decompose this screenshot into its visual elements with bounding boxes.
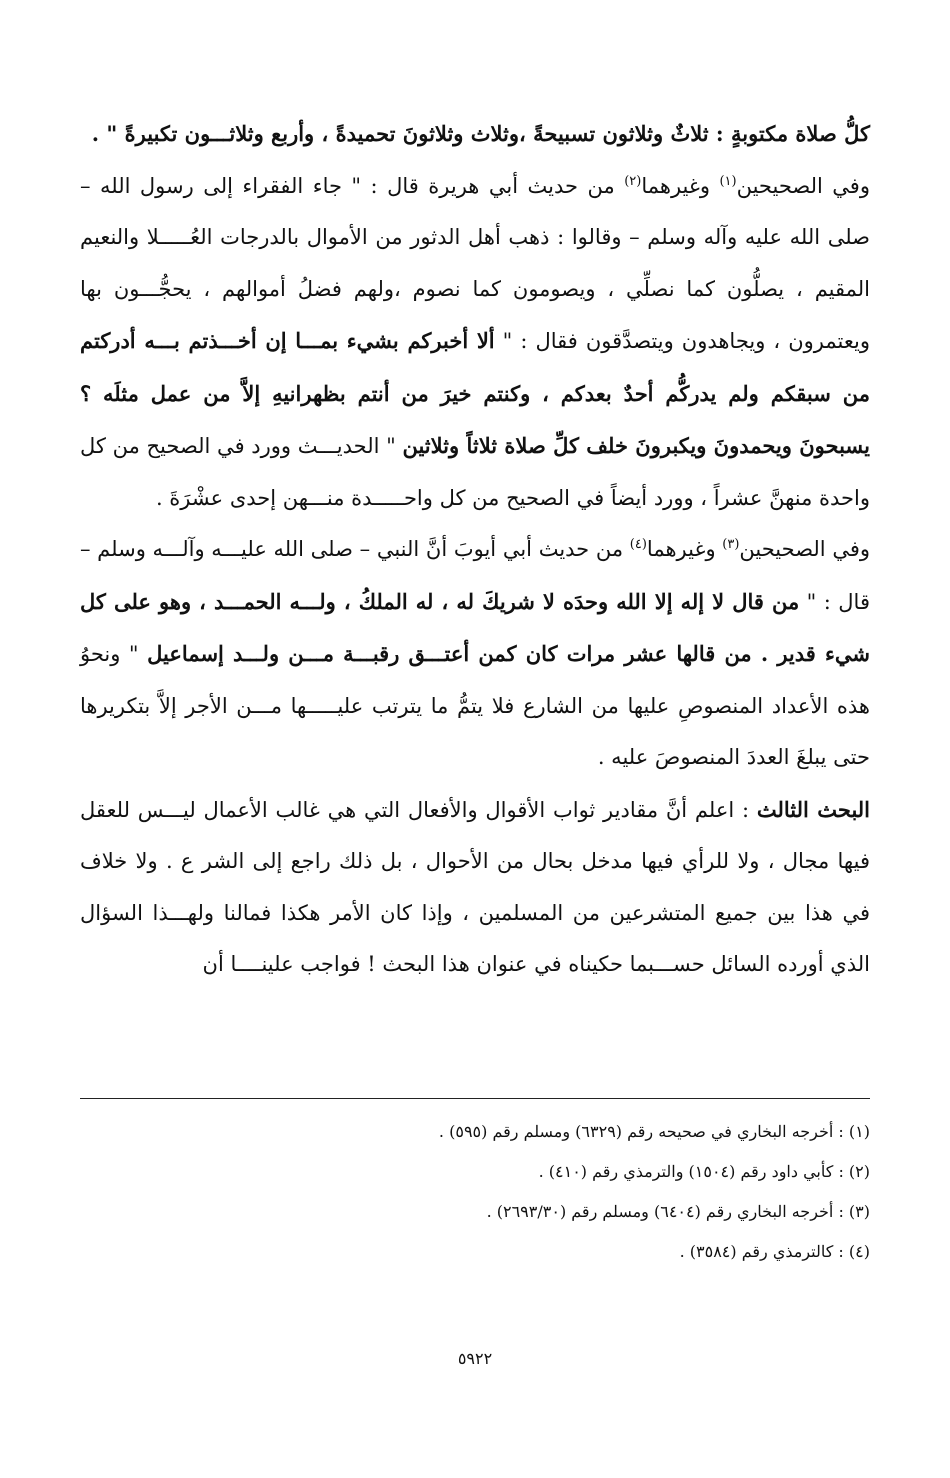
section-heading: البحث الثالث [756, 796, 871, 822]
paragraph-text: من حديث أبي أيوبَ أنَّ النبي – صلى الله عليـــه وآلـــه وسلم – قال : " [80, 537, 870, 614]
paragraph-text: وغيرهما [641, 173, 720, 198]
paragraph-text: وفي الصحيحين [739, 537, 871, 561]
footnote-ref-4[interactable]: (٤) [629, 537, 647, 552]
paragraph-3 [80, 524, 870, 784]
footnote-4: (٤) : كالترمذي رقم (٣٥٨٤) . [679, 1242, 870, 1261]
footnote-1: (١) : أخرجه البخاري في صحيحه رقم (٦٣٢٩) ومسلم رقم (٥٩٥) . [438, 1122, 870, 1141]
hadith-quote: من قال لا إله إلا الله وحدَه لا شريكَ له ، له الملكُ ، ولـــه الحمـــد ، وهو على كل شيء قدير . من قالها عشر مرات كان كمن أعتـــق رقبـــة مـــن ولـــد إسماعيل [80, 588, 870, 666]
paragraph-2 [80, 161, 870, 525]
paragraph-text: من حديث أبي هريرة قال : " جاء الفقراء إلى رسول الله – صلى الله عليه وآله وسلم – وقالوا : ذهب أهل الدثور من الأموال بالدرجات العُـــــلا والنعيم المقيم ، يصلُّون كما نصلِّي ، ويصومون كما نصوم ،ولهم فضلُ أموالهم ، يحجُّـــون بها ويعتمرون ، ويجاهدون ويتصدَّقون فقال : " [80, 173, 870, 353]
hadith-quote: ألا أخبركم بشيء بمـــا إن أخـــذتم بـــه أدركتم من سبقكم ولم يدركُّم أحدٌ بعدكم ، وكنتم خيرَ من أنتم بظهرانيهِ إلاَّ من عمل مثلَه ؟ يسبحونَ ويحمدونَ ويكبرونَ خلف كلِّ صلاة ثلاثاً وثلاثين [80, 328, 870, 458]
footnote-ref-1[interactable]: (١) [719, 173, 737, 189]
paragraph-text: كلُّ صلاة مكتوبةٍ : ثلاثٌ وثلاثون تسبيحةً ،وثلاث وثلاثونَ تحميدةً ، وأربع وثلاثـــون تكبيرةً " . [91, 121, 870, 146]
page-number: ٥٩٢٢ [457, 1349, 493, 1368]
paragraph-text: وفي الصحيحين [736, 173, 870, 198]
footnote-separator [80, 1098, 870, 1099]
paragraph-text: " الحديـــث وورد في الصحيح من كل واحدة منهنَّ عشراً ، وورد أيضاً في الصحيح من كل واحـــــدة منـــهن إحدى عشْرَةَ . [80, 434, 870, 510]
footnotes [80, 1112, 870, 1272]
footnote-ref-2[interactable]: (٢) [624, 173, 642, 189]
main-text [80, 108, 870, 991]
paragraph-text: " ونحوُ هذه الأعداد المنصوصِ عليها من الشارع فلا يتمُّ ما يترتب عليـــــها مـــن الأجر إلاَّ بتكريرها حتى يبلغَ العددَ المنصوصَ عليه . [80, 642, 870, 769]
paragraph-text: وغيرهما [646, 537, 723, 561]
paragraph-1 [80, 108, 870, 161]
paragraph-4 [80, 784, 870, 991]
paragraph-text: : اعلم أنَّ مقادير ثواب الأقوال والأفعال التي هي غالب الأعمال ليـــس للعقل فيها مجال ، ولا للرأي فيها مدخل بحال من الأحوال ، بل ذلك راجع إلى الشر ع . ولا خلاف في هذا بين جميع المتشرعين من المسلمين ، وإذا كان الأمر هكذا فمالنا ولهـــذا السؤال الذي أورده السائل حســـبما حكيناه في عنوان هذا البحث ! فواجب علينــــا أن [80, 797, 870, 976]
footnote-2: (٢) : كأبي داود رقم (١٥٠٤) والترمذي رقم (٤١٠) . [538, 1162, 870, 1181]
footnote-3: (٣) : أخرجه البخاري رقم (٦٤٠٤) ومسلم رقم (٢٦٩٣/٣٠) . [486, 1202, 870, 1221]
footnote-ref-3[interactable]: (٣) [722, 537, 740, 552]
